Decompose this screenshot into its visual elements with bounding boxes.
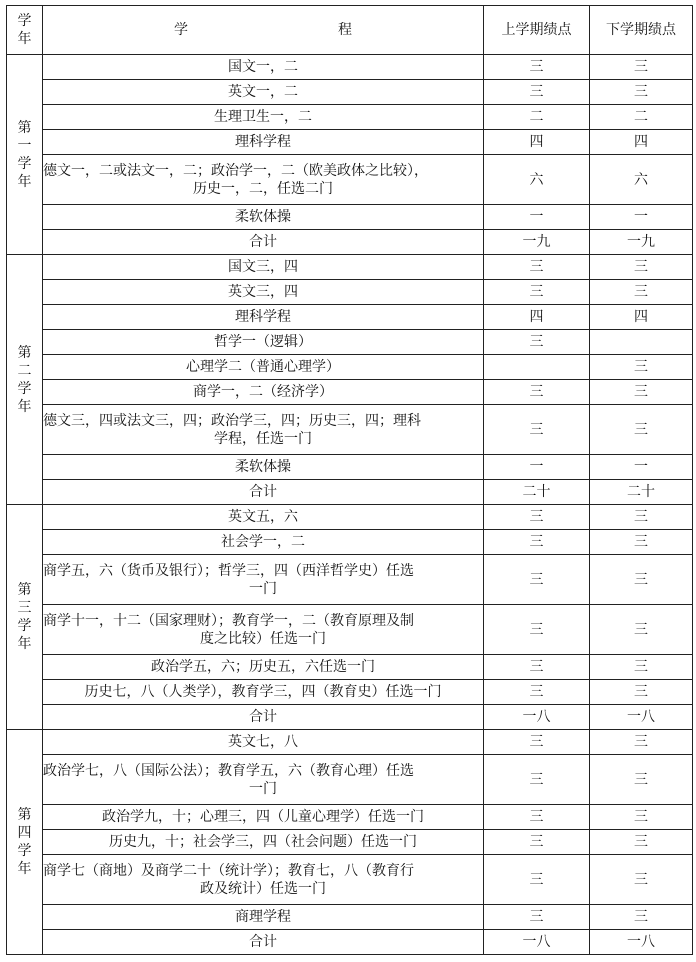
- first-term-total: 一八: [484, 705, 590, 730]
- table-row: [7, 805, 693, 830]
- table-row: [7, 405, 693, 455]
- course-cell: 商理学程: [43, 905, 484, 930]
- second-term-total: 一九: [590, 230, 693, 255]
- first-term-value: [484, 355, 590, 380]
- table-row: [7, 330, 693, 355]
- first-term-total: 一九: [484, 230, 590, 255]
- course-cell: 英文七，八: [43, 730, 484, 755]
- second-term-value: 三: [590, 680, 693, 705]
- second-term-value: 二: [590, 105, 693, 130]
- course-cell: 历史九，十；社会学三，四（社会问题）任选一门: [43, 830, 484, 855]
- second-term-value: 三: [590, 755, 693, 805]
- table-row: [7, 155, 693, 205]
- second-term-value: 三: [590, 255, 693, 280]
- course-cell: 德文三，四或法文三，四；政治学三，四；历史三，四；理科 学程，任选一门: [43, 405, 484, 455]
- first-term-value: 三: [484, 530, 590, 555]
- second-term-value: 四: [590, 130, 693, 155]
- course-cell: 英文一，二: [43, 80, 484, 105]
- course-cell: 社会学一，二: [43, 530, 484, 555]
- first-term-value: 二: [484, 105, 590, 130]
- course-cell: 理科学程: [43, 305, 484, 330]
- course-cell: 生理卫生一，二: [43, 105, 484, 130]
- first-term-value: 三: [484, 505, 590, 530]
- first-term-value: 三: [484, 680, 590, 705]
- header-course: 学 程: [43, 6, 484, 55]
- first-term-value: 三: [484, 255, 590, 280]
- first-term-value: 三: [484, 605, 590, 655]
- total-label: 合计: [43, 705, 484, 730]
- year-label-1: 第 一 学 年: [7, 55, 43, 255]
- table-row: [7, 530, 693, 555]
- table-row: [7, 55, 693, 80]
- course-cell: 政治学九，十；心理三，四（儿童心理学）任选一门: [43, 805, 484, 830]
- second-term-value: 三: [590, 355, 693, 380]
- course-cell: 英文三，四: [43, 280, 484, 305]
- course-cell: 英文五，六: [43, 505, 484, 530]
- first-term-value: 三: [484, 830, 590, 855]
- course-cell: 政治学五，六；历史五，六任选一门: [43, 655, 484, 680]
- second-term-value: 六: [590, 155, 693, 205]
- second-term-value: 三: [590, 55, 693, 80]
- first-term-value: 三: [484, 80, 590, 105]
- year-label-2: 第 二 学 年: [7, 255, 43, 505]
- header-first-term: 上学期绩点: [484, 6, 590, 55]
- first-term-total: 二十: [484, 480, 590, 505]
- second-term-value: 三: [590, 530, 693, 555]
- table-row: [7, 105, 693, 130]
- table-row: [7, 355, 693, 380]
- second-term-value: 三: [590, 280, 693, 305]
- table-row: [7, 130, 693, 155]
- total-row: [7, 230, 693, 255]
- course-cell: 国文三，四: [43, 255, 484, 280]
- course-cell: 历史七，八（人类学），教育学三，四（教育史）任选一门: [43, 680, 484, 705]
- table-row: [7, 280, 693, 305]
- second-term-value: 三: [590, 605, 693, 655]
- first-term-value: 三: [484, 730, 590, 755]
- table-row: [7, 605, 693, 655]
- total-row: [7, 705, 693, 730]
- table-row: [7, 905, 693, 930]
- year-label-3: 第 三 学 年: [7, 505, 43, 730]
- table-row: [7, 255, 693, 280]
- second-term-value: 四: [590, 305, 693, 330]
- first-term-value: 三: [484, 55, 590, 80]
- table-row: [7, 380, 693, 405]
- total-label: 合计: [43, 480, 484, 505]
- second-term-total: 二十: [590, 480, 693, 505]
- total-row: [7, 480, 693, 505]
- course-cell: 国文一，二: [43, 55, 484, 80]
- second-term-value: 三: [590, 830, 693, 855]
- second-term-value: 三: [590, 405, 693, 455]
- table-row: [7, 730, 693, 755]
- table-row: [7, 555, 693, 605]
- curriculum-table: [6, 5, 693, 955]
- course-cell: 商学一，二（经济学）: [43, 380, 484, 405]
- first-term-value: 六: [484, 155, 590, 205]
- table-row: [7, 855, 693, 905]
- second-term-value: 一: [590, 455, 693, 480]
- total-label: 合计: [43, 230, 484, 255]
- header-row: [7, 6, 693, 55]
- second-term-total: 一八: [590, 705, 693, 730]
- first-term-value: 三: [484, 755, 590, 805]
- total-row: [7, 930, 693, 955]
- first-term-value: 三: [484, 405, 590, 455]
- course-cell: 商学七（商地）及商学二十（统计学）；教育七，八（教育行 政及统计）任选一门: [43, 855, 484, 905]
- second-term-total: 一八: [590, 930, 693, 955]
- second-term-value: 三: [590, 805, 693, 830]
- header-year: 学 年: [7, 6, 43, 55]
- second-term-value: 三: [590, 555, 693, 605]
- course-cell: 柔软体操: [43, 205, 484, 230]
- first-term-value: 三: [484, 380, 590, 405]
- table-row: [7, 505, 693, 530]
- second-term-value: [590, 330, 693, 355]
- course-cell: 心理学二（普通心理学）: [43, 355, 484, 380]
- first-term-value: 一: [484, 455, 590, 480]
- second-term-value: 三: [590, 505, 693, 530]
- table-row: [7, 755, 693, 805]
- first-term-value: 四: [484, 130, 590, 155]
- second-term-value: 三: [590, 855, 693, 905]
- table-row: [7, 455, 693, 480]
- course-cell: 柔软体操: [43, 455, 484, 480]
- first-term-value: 三: [484, 655, 590, 680]
- course-cell: 商学五，六（货币及银行）；哲学三，四（西洋哲学史）任选 一门: [43, 555, 484, 605]
- year-label-4: 第 四 学 年: [7, 730, 43, 955]
- second-term-value: 三: [590, 380, 693, 405]
- first-term-value: 三: [484, 280, 590, 305]
- table-row: [7, 80, 693, 105]
- course-cell: 德文一，二或法文一，二；政治学一，二（欧美政体之比较）， 历史一，二，任选二门: [43, 155, 484, 205]
- first-term-value: 三: [484, 555, 590, 605]
- total-label: 合计: [43, 930, 484, 955]
- second-term-value: 三: [590, 655, 693, 680]
- first-term-value: 三: [484, 805, 590, 830]
- first-term-value: 三: [484, 330, 590, 355]
- second-term-value: 一: [590, 205, 693, 230]
- second-term-value: 三: [590, 80, 693, 105]
- header-second-term: 下学期绩点: [590, 6, 693, 55]
- course-cell: 哲学一（逻辑）: [43, 330, 484, 355]
- course-cell: 理科学程: [43, 130, 484, 155]
- table-row: [7, 655, 693, 680]
- first-term-total: 一八: [484, 930, 590, 955]
- first-term-value: 一: [484, 205, 590, 230]
- first-term-value: 四: [484, 305, 590, 330]
- table-row: [7, 830, 693, 855]
- table-row: [7, 205, 693, 230]
- table-row: [7, 305, 693, 330]
- second-term-value: 三: [590, 730, 693, 755]
- course-cell: 商学十一，十二（国家理财）；教育学一，二（教育原理及制 度之比较）任选一门: [43, 605, 484, 655]
- first-term-value: 三: [484, 855, 590, 905]
- course-cell: 政治学七，八（国际公法）；教育学五，六（教育心理）任选 一门: [43, 755, 484, 805]
- first-term-value: 三: [484, 905, 590, 930]
- table-row: [7, 680, 693, 705]
- second-term-value: 三: [590, 905, 693, 930]
